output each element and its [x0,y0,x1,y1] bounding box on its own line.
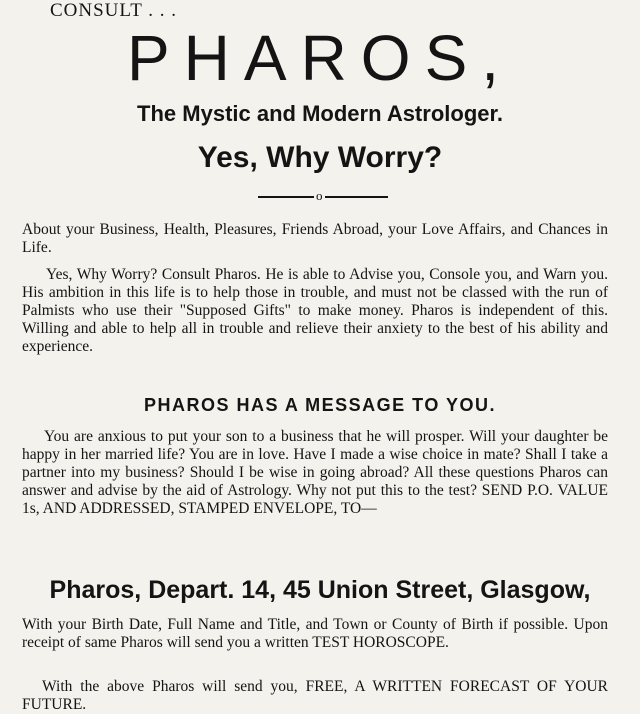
offer-paragraph: With the above Pharos will send you, FREE, A WRITTEN FORECAST OF YOUR FUTURE. [22,678,608,713]
message-paragraph: You are anxious to put your son to a business that he will prosper. Will your daughter be happy in her married life? You are in love. Have I made a wise choice in mate? Shall I take a partner into my business? Should I be wise in going abroad? All these questions Pharos can answer and advise by the aid of Astrology. Why not put this to the test? SEND P.O. VALUE 1s, AND ADDRESSED, STAMPED ENVELOPE, TO— [22,428,608,517]
body-paragraph: Yes, Why Worry? Consult Pharos. He is able to Advise you, Console you, and Warn you. His ambition in this life is to help those in trouble, and must not be classed with the run of Palmists who use their "Supposed Gifts" to make money. Pharos is independent of this. Willing and able to help all in trouble and relieve their anxiety to the best of his ability and experience. [22,266,608,355]
advert-subtitle: The Mystic and Modern Astrologer. [137,101,503,126]
intro-paragraph: About your Business, Health, Pleasures, Friends Abroad, your Love Affairs, and Chances in Life. [22,221,608,256]
advert-tagline: Yes, Why Worry? [197,141,443,174]
postal-address: Pharos, Depart. 14, 45 Union Street, Glasgow, [49,576,591,604]
consult-intro: CONSULT . . . [50,0,178,21]
divider-ornament: o [316,188,323,203]
instructions-paragraph: With your Birth Date, Full Name and Title, and Town or County of Birth if possible. Upon receipt of same Pharos will send you a written TEST HOROSCOPE. [22,616,608,651]
advert-title: PHAROS, [126,22,514,94]
section-heading: PHAROS HAS A MESSAGE TO YOU. [143,395,497,415]
